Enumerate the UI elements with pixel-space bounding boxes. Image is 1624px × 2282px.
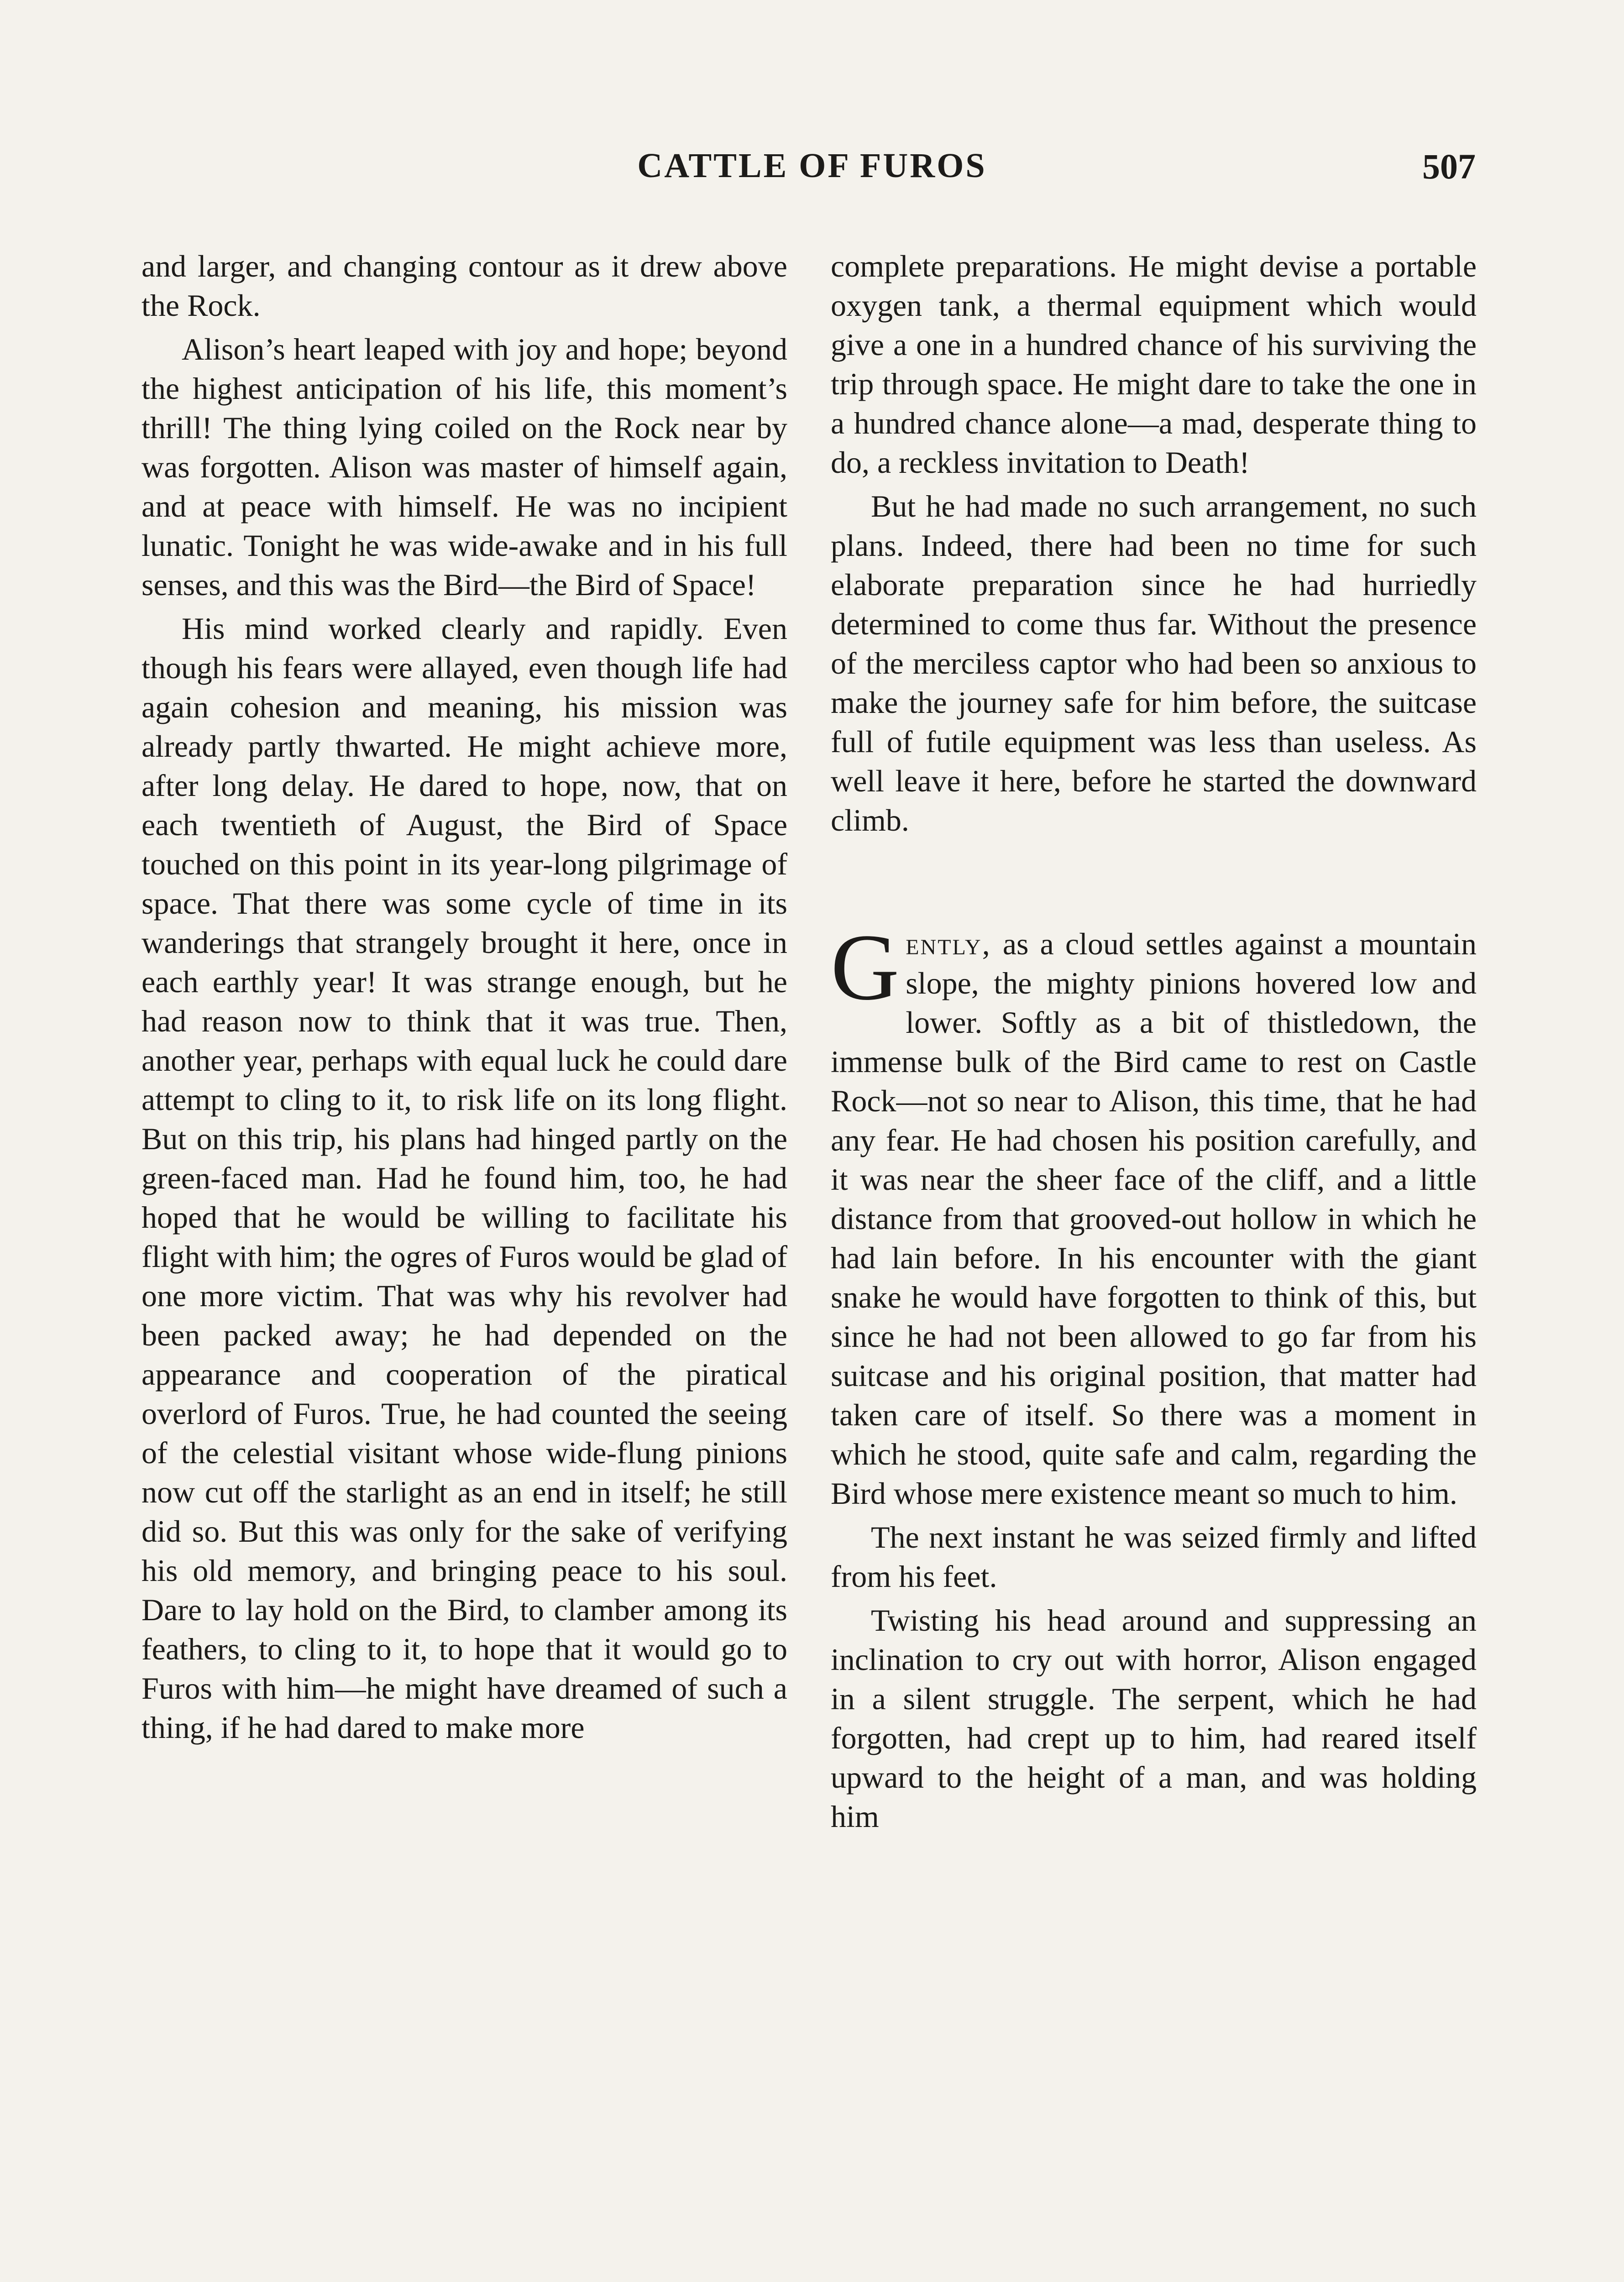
- paragraph: But he had made no such arrangement, no such plans. Indeed, there had been no time for such elaborate preparation since he had hurriedly determined to come thus far. Without the presence of the merciless captor who had been so anxious to make the journey safe for him before, the suitcase full of futile equipment was less than useless. As well leave it here, before he started the downward climb.: [831, 489, 1477, 837]
- paragraph: Twisting his head around and suppressing an inclination to cry out with horror, Alison engaged in a silent struggle. The serpent, which he had forgotten, had crept up to him, had reared itself upward to the height of a man, and was holding him: [831, 1603, 1477, 1834]
- paragraph: Alison’s heart leaped with joy and hope; beyond the highest anticipation of his life, this moment’s thrill! The thing lying coiled on the Rock near by was forgotten. Alison was master of himself again, and at peace with himself. He was no incipient lunatic. Tonight he was wide-awake and in his full senses, and this was the Bird—the Bird of Space!: [141, 332, 787, 602]
- left-column: [141, 246, 787, 1752]
- page-number: 507: [1422, 147, 1476, 186]
- dropcap-paragraph: [831, 915, 1477, 1513]
- paragraph: The next instant he was seized firmly and lifted from his feet.: [831, 1520, 1477, 1594]
- right-column: [831, 246, 1477, 1841]
- paragraph: and larger, and changing contour as it drew above the Rock.: [141, 249, 787, 323]
- paragraph: complete preparations. He might devise a portable oxygen tank, a thermal equipment which would give a one in a hundred chance of his surviving the trip through space. He might dare to take the one in a hundred chance alone—a mad, desperate thing to do, a reckless invitation to Death!: [831, 249, 1477, 480]
- small-caps-lead: ently,: [906, 926, 991, 961]
- paragraph-text: as a cloud settles against a mountain slope, the mighty pinions hovered low and lower. Softly as a bit of thistledown, the immense bulk of the Bird came to rest on Castle Rock—not so near to Alison, this time, that he had any fear. He had chosen his position carefully, and it was near the sheer face of the cliff, and a little distance from that grooved-out hollow in which he had lain before. In his encounter with the giant snake he would have forgotten to think of this, but since he had not been allowed to go far from his suitcase and his original position, that matter had taken care of itself. So there was a moment in which he stood, quite safe and calm, regarding the Bird whose mere existence meant so much to him.: [831, 926, 1477, 1511]
- section-break: [831, 844, 1477, 924]
- running-header: [0, 146, 1624, 196]
- drop-cap: G: [831, 915, 900, 1020]
- running-title: CATTLE OF FUROS: [637, 147, 987, 185]
- paragraph: His mind worked clearly and rapidly. Even though his fears were allayed, even though life had again cohesion and meaning, his mission was already partly thwarted. He might achieve more, after long delay. He dared to hope, now, that on each twentieth of August, the Bird of Space touched on this point in its year-long pilgrimage of space. That there was some cycle of time in its wanderings that strangely brought it here, once in each earthly year! It was strange enough, but he had reason now to think that it was true. Then, another year, perhaps with equal luck he could dare attempt to cling to it, to risk life on its long flight. But on this trip, his plans had hinged partly on the green-faced man. Had he found him, too, he had hoped that he would be willing to facilitate his flight with him; the ogres of Furos would be glad of one more victim. That was why his revolver had been packed away; he had depended on the appearance and cooperation of the piratical overlord of Furos. True, he had counted the seeing of the celestial visitant whose wide-flung pinions now cut off the starlight as an end in itself; he still did so. But this was only for the sake of verifying his old memory, and bringing peace to his soul. Dare to lay hold on the Bird, to clamber among its feathers, to cling to it, to hope that it would go to Furos with him—he might have dreamed of such a thing, if he had dared to make more: [141, 611, 787, 1745]
